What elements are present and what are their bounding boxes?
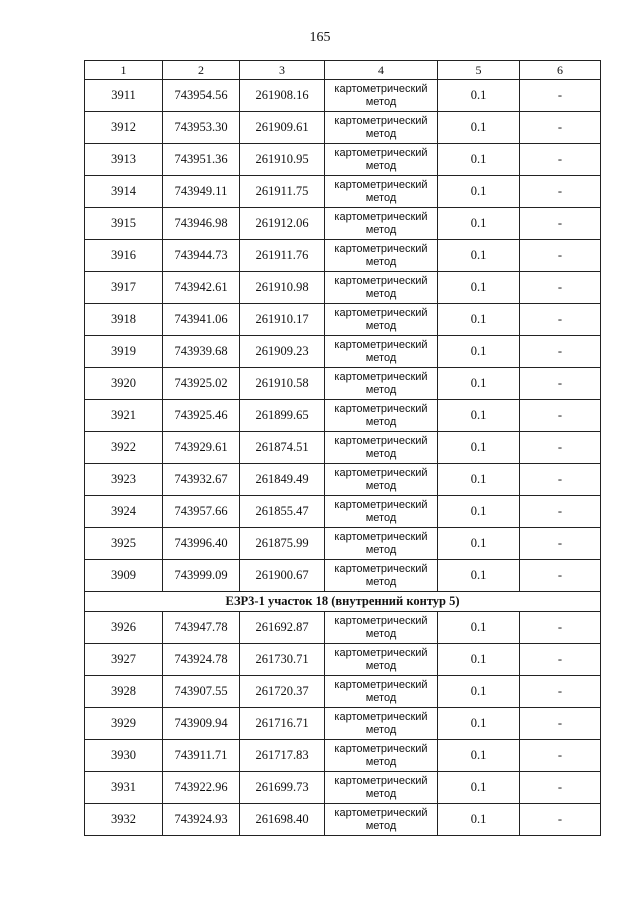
table-row [85,708,601,740]
accuracy-value: 0.1 [438,560,520,592]
point-number: 3912 [85,112,163,144]
accuracy-value: 0.1 [438,612,520,644]
coordinate-y: 261875.99 [240,528,325,560]
method-text-line2: метод [365,191,397,204]
note-value: - [520,528,601,560]
method-text-line1: картометрический [334,466,428,479]
method-text-line2: метод [365,287,397,300]
method-text-line1: картометрический [334,338,428,351]
method-cell [325,644,438,676]
method-text-line2: метод [365,127,397,140]
accuracy-value: 0.1 [438,208,520,240]
note-value: - [520,208,601,240]
coordinates-table [84,60,601,836]
table-row [85,368,601,400]
point-number: 3913 [85,144,163,176]
method-cell [325,464,438,496]
method-cell [325,112,438,144]
note-value: - [520,612,601,644]
method-text-line1: картометрический [334,82,428,95]
method-text-line2: метод [365,723,397,736]
point-number: 3920 [85,368,163,400]
coordinate-x: 743949.11 [163,176,240,208]
note-value: - [520,644,601,676]
coordinate-y: 261692.87 [240,612,325,644]
coordinate-x: 743925.46 [163,400,240,432]
coordinate-x: 743911.71 [163,740,240,772]
method-cell [325,336,438,368]
table-header-row [85,61,601,80]
coordinate-x: 743953.30 [163,112,240,144]
method-text-line2: метод [365,819,397,832]
section-header-row [85,592,601,612]
method-text-line1: картометрический [334,306,428,319]
method-cell [325,560,438,592]
method-text-line1: картометрический [334,742,428,755]
method-text-line1: картометрический [334,678,428,691]
coordinate-y: 261908.16 [240,80,325,112]
method-text-line1: картометрический [334,178,428,191]
table-row [85,612,601,644]
method-cell [325,272,438,304]
method-text-line2: метод [365,691,397,704]
method-cell [325,80,438,112]
method-text-line2: метод [365,415,397,428]
method-text-line1: картометрический [334,646,428,659]
coordinate-x: 743929.61 [163,432,240,464]
coordinate-y: 261910.98 [240,272,325,304]
accuracy-value: 0.1 [438,80,520,112]
point-number: 3914 [85,176,163,208]
table-row [85,772,601,804]
method-text-line1: картометрический [334,498,428,511]
coordinate-x: 743909.94 [163,708,240,740]
table-row [85,644,601,676]
method-cell [325,432,438,464]
method-text-line2: метод [365,95,397,108]
note-value: - [520,676,601,708]
table-row [85,676,601,708]
table-row [85,208,601,240]
note-value: - [520,400,601,432]
note-value: - [520,708,601,740]
method-cell [325,368,438,400]
table-row [85,176,601,208]
method-cell [325,400,438,432]
accuracy-value: 0.1 [438,112,520,144]
method-cell [325,528,438,560]
header-cell-1: 1 [85,61,163,80]
point-number: 3921 [85,400,163,432]
method-text-line1: картометрический [334,402,428,415]
method-text-line2: метод [365,627,397,640]
accuracy-value: 0.1 [438,400,520,432]
method-cell [325,496,438,528]
method-text-line1: картометрический [334,774,428,787]
coordinate-x: 743944.73 [163,240,240,272]
point-number: 3917 [85,272,163,304]
note-value: - [520,80,601,112]
header-cell-6: 6 [520,61,601,80]
method-text-line2: метод [365,383,397,396]
header-cell-2: 2 [163,61,240,80]
coordinate-y: 261899.65 [240,400,325,432]
accuracy-value: 0.1 [438,144,520,176]
method-cell [325,176,438,208]
point-number: 3929 [85,708,163,740]
method-text-line1: картометрический [334,274,428,287]
note-value: - [520,176,601,208]
point-number: 3926 [85,612,163,644]
coordinate-y: 261730.71 [240,644,325,676]
method-text-line2: метод [365,575,397,588]
accuracy-value: 0.1 [438,644,520,676]
accuracy-value: 0.1 [438,240,520,272]
coordinate-y: 261911.75 [240,176,325,208]
method-text-line2: метод [365,511,397,524]
accuracy-value: 0.1 [438,272,520,304]
table-row [85,740,601,772]
method-text-line1: картометрический [334,614,428,627]
method-text-line1: картометрический [334,710,428,723]
method-text-line2: метод [365,755,397,768]
header-cell-5: 5 [438,61,520,80]
method-text-line1: картометрический [334,530,428,543]
method-text-line1: картометрический [334,370,428,383]
coordinate-y: 261912.06 [240,208,325,240]
method-text-line2: метод [365,659,397,672]
point-number: 3919 [85,336,163,368]
coordinate-y: 261849.49 [240,464,325,496]
coordinate-x: 743939.68 [163,336,240,368]
coordinates-table-body [85,61,601,836]
accuracy-value: 0.1 [438,464,520,496]
note-value: - [520,144,601,176]
table-row [85,496,601,528]
coordinate-y: 261900.67 [240,560,325,592]
point-number: 3932 [85,804,163,836]
method-text-line2: метод [365,255,397,268]
point-number: 3923 [85,464,163,496]
table-row [85,112,601,144]
table-row [85,304,601,336]
accuracy-value: 0.1 [438,496,520,528]
page-number: 165 [309,30,331,45]
coordinate-x: 743941.06 [163,304,240,336]
coordinate-y: 261855.47 [240,496,325,528]
note-value: - [520,368,601,400]
table-row [85,560,601,592]
coordinate-x: 743996.40 [163,528,240,560]
coordinate-x: 743932.67 [163,464,240,496]
point-number: 3916 [85,240,163,272]
header-cell-4: 4 [325,61,438,80]
coordinate-x: 743946.98 [163,208,240,240]
coordinate-x: 743922.96 [163,772,240,804]
note-value: - [520,336,601,368]
method-text-line2: метод [365,447,397,460]
accuracy-value: 0.1 [438,740,520,772]
method-cell [325,804,438,836]
coordinate-x: 743999.09 [163,560,240,592]
coordinate-y: 261699.73 [240,772,325,804]
method-cell [325,208,438,240]
method-text-line1: картометрический [334,242,428,255]
method-text-line1: картометрический [334,562,428,575]
coordinate-y: 261909.23 [240,336,325,368]
point-number: 3928 [85,676,163,708]
coordinate-y: 261874.51 [240,432,325,464]
coordinate-x: 743907.55 [163,676,240,708]
table-row [85,272,601,304]
note-value: - [520,772,601,804]
coordinate-y: 261910.58 [240,368,325,400]
table-row [85,804,601,836]
accuracy-value: 0.1 [438,432,520,464]
table-row [85,80,601,112]
point-number: 3930 [85,740,163,772]
note-value: - [520,112,601,144]
coordinate-y: 261910.95 [240,144,325,176]
method-cell [325,144,438,176]
method-text-line2: метод [365,787,397,800]
method-text-line2: метод [365,351,397,364]
note-value: - [520,496,601,528]
coordinate-x: 743924.78 [163,644,240,676]
point-number: 3925 [85,528,163,560]
note-value: - [520,240,601,272]
method-text-line2: метод [365,159,397,172]
note-value: - [520,432,601,464]
method-cell [325,740,438,772]
accuracy-value: 0.1 [438,708,520,740]
coordinate-y: 261911.76 [240,240,325,272]
point-number: 3915 [85,208,163,240]
note-value: - [520,560,601,592]
note-value: - [520,272,601,304]
method-text-line1: картометрический [334,210,428,223]
method-cell [325,240,438,272]
method-text-line1: картометрический [334,114,428,127]
coordinate-x: 743942.61 [163,272,240,304]
header-cell-3: 3 [240,61,325,80]
coordinate-x: 743957.66 [163,496,240,528]
method-cell [325,708,438,740]
coordinate-x: 743951.36 [163,144,240,176]
point-number: 3922 [85,432,163,464]
coordinate-x: 743954.56 [163,80,240,112]
coordinate-y: 261909.61 [240,112,325,144]
method-cell [325,304,438,336]
accuracy-value: 0.1 [438,176,520,208]
method-text-line2: метод [365,543,397,556]
method-cell [325,612,438,644]
accuracy-value: 0.1 [438,804,520,836]
table-row [85,432,601,464]
method-text-line2: метод [365,319,397,332]
point-number: 3918 [85,304,163,336]
method-text-line1: картометрический [334,434,428,447]
coordinate-y: 261716.71 [240,708,325,740]
method-text-line2: метод [365,223,397,236]
table-row [85,336,601,368]
point-number: 3927 [85,644,163,676]
coordinate-y: 261717.83 [240,740,325,772]
point-number: 3924 [85,496,163,528]
point-number: 3931 [85,772,163,804]
coordinate-y: 261698.40 [240,804,325,836]
note-value: - [520,464,601,496]
coordinate-x: 743947.78 [163,612,240,644]
point-number: 3911 [85,80,163,112]
accuracy-value: 0.1 [438,304,520,336]
method-text-line2: метод [365,479,397,492]
coordinate-x: 743925.02 [163,368,240,400]
table-row [85,144,601,176]
table-row [85,240,601,272]
accuracy-value: 0.1 [438,368,520,400]
note-value: - [520,740,601,772]
table-row [85,400,601,432]
table-row [85,528,601,560]
method-text-line1: картометрический [334,806,428,819]
coordinate-x: 743924.93 [163,804,240,836]
coordinate-y: 261720.37 [240,676,325,708]
accuracy-value: 0.1 [438,772,520,804]
method-cell [325,772,438,804]
accuracy-value: 0.1 [438,528,520,560]
table-row [85,464,601,496]
note-value: - [520,804,601,836]
section-title: ЕЗР3-1 участок 18 (внутренний контур 5) [85,592,601,612]
coordinate-y: 261910.17 [240,304,325,336]
accuracy-value: 0.1 [438,336,520,368]
point-number: 3909 [85,560,163,592]
note-value: - [520,304,601,336]
method-cell [325,676,438,708]
method-text-line1: картометрический [334,146,428,159]
accuracy-value: 0.1 [438,676,520,708]
